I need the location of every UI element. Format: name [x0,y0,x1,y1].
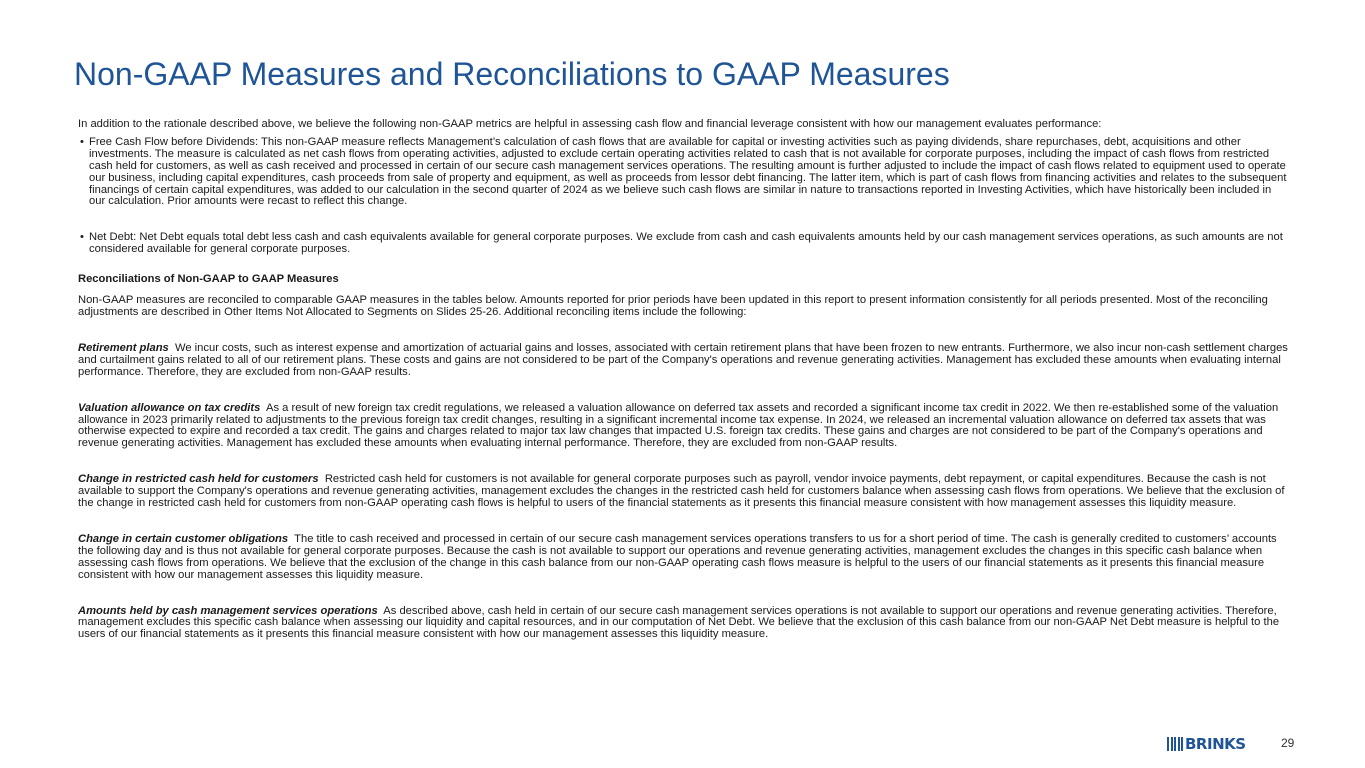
section-term: Amounts held by cash management services operations [78,604,378,617]
section-term: Valuation allowance on tax credits [78,401,261,414]
bullet-icon: • [80,135,84,148]
reconciliation-paragraph: Non-GAAP measures are reconciled to comparable GAAP measures in the tables below. Amounts reported for prior periods have been updated in this report to present information consistently for all periods presented. Most of the reconciling adjustments are described in Other Items Not Allocated to Segments on Slides 25-26. Additional reconciling items include the following: [78,294,1268,318]
page-title: Non-GAAP Measures and Reconciliations to GAAP Measures [74,56,950,92]
section-retirement-plans [78,343,1288,379]
section-text: We incur costs, such as interest expense and amortization of actuarial gains and losses, associated with certain retirement plans that have been frozen to new entrants. Furthermore, we also incur non-cash settlement charges and curtailment gains related to all of our retirement plans. These costs and gains are not considered to be part of the Company's operations and revenue generating activities. Management has excluded these amounts when evaluating internal performance. Therefore, they are excluded from non-GAAP results. [78,341,1288,378]
list-item [78,232,1288,256]
brinks-logo [1167,736,1246,752]
section-term: Change in restricted cash held for customers [78,473,319,486]
section-text: As described above, cash held in certain of our secure cash management services operations is not available to support our operations and revenue generating activities. Therefore, management excludes this specific cash balance when assessing our liquidity and capital resources, and in our computation of Net Debt. We believe that the exclusion of this cash balance from our non-GAAP Net Debt measure is helpful to the users of our financial statements as it presents this financial measure consistent with how our management assesses this liquidity measure. [78,604,1280,641]
section-valuation-allowance [78,403,1288,451]
section-restricted-cash [78,474,1288,510]
section-cash-management-amounts [78,606,1288,642]
list-item [78,137,1288,208]
bullet-text: Free Cash Flow before Dividends: This non-GAAP measure reflects Management’s calculation of cash flows that are available for capital or investing activities such as paying dividends, share repurchases, debt, acquisitions and other investments. The measure is calculated as net cash flows from operating activities, adjusted to exclude certain operating activities related to cash that is not available for corporate purposes, including the impact of cash flows from restricted cash held for customers, as well as cash received and processed in certain of our secure cash management services operations. The resulting amount is further adjusted to include the impact of cash flows related to equipment used to operate our business, including capital expenditures, cash proceeds from sale of property and equipment, as well as proceeds from lessor debt financing. The latter item, which is part of cash flows from financing activities and relates to the subsequent financings of certain capital expenditures, was added to our calculation in the second quarter of 2024 as we believe such cash flows are similar in nature to transactions reported in Investing Activities, which have historically been included in our calculation. Prior amounts were recast to reflect this change. [89,135,1287,208]
intro-paragraph: In addition to the rationale described above, we believe the following non-GAAP metrics are helpful in assessing cash flow and financial leverage consistent with how our management evaluates performance: [78,118,1102,130]
logo-bars-icon [1167,737,1183,751]
bullet-icon: • [80,231,84,244]
section-text: As a result of new foreign tax credit regulations, we released a valuation allowance on deferred tax assets and recorded a significant income tax credit in 2022. We then re-established some of the valuation allowance in 2023 primarily related to adjustments to the previous foreign tax credit changes, resulting in a significant incremental income tax expense. In 2024, we released an incremental valuation allowance on deferred tax assets that was otherwise expected to expire and recorded a tax credit. The gains and charges related to major tax law changes that impacted U.S. foreign tax credits. These gains and charges are not considered to be part of the Company's operations and revenue generating activities. Management has excluded these amounts when evaluating internal performance. Therefore, they are excluded from non-GAAP results. [78,401,1279,450]
section-term: Change in certain customer obligations [78,532,289,545]
section-text: The title to cash received and processed in certain of our secure cash management services operations transfers to us for a short period of time. The cash is generally credited to customers’ accounts the following day and is thus not available for general corporate purposes. Because the cash is not available to support our operations and revenue generating activities, management excludes the changes in this specific cash balance when assessing cash flows from operations. We believe that the exclusion of the change in this cash balance from our non-GAAP operating cash flows measure is helpful to the users of our financial statements as it presents this financial measure consistent with how our management assesses this liquidity measure. [78,532,1277,581]
reconciliation-heading: Reconciliations of Non-GAAP to GAAP Measures [78,273,339,286]
bullet-text: Net Debt: Net Debt equals total debt less cash and cash equivalents available for general corporate purposes. We exclude from cash and cash equivalents amounts held by our cash management services operations, as such amounts are not considered available for general corporate purposes. [89,231,1283,256]
body-content [78,119,1288,641]
section-text: Restricted cash held for customers is not available for general corporate purposes such as payroll, vendor invoice payments, debt repayment, or capital expenditures. Because the cash is not available to support the Company's operations and revenue generating activities, management excludes the changes in the restricted cash held for customers balance when assessing cash flows from operations. We believe that the exclusion of the change in restricted cash held for customers from non-GAAP operating cash flows is helpful to users of the financial statements as it presents this financial measure consistent with how management assesses this liquidity measure. [78,473,1285,510]
logo-text: BRINKS [1185,735,1246,753]
page-number: 29 [1281,736,1295,750]
section-term: Retirement plans [78,341,169,354]
section-customer-obligations [78,534,1288,582]
metrics-bullet-list [78,137,1288,256]
